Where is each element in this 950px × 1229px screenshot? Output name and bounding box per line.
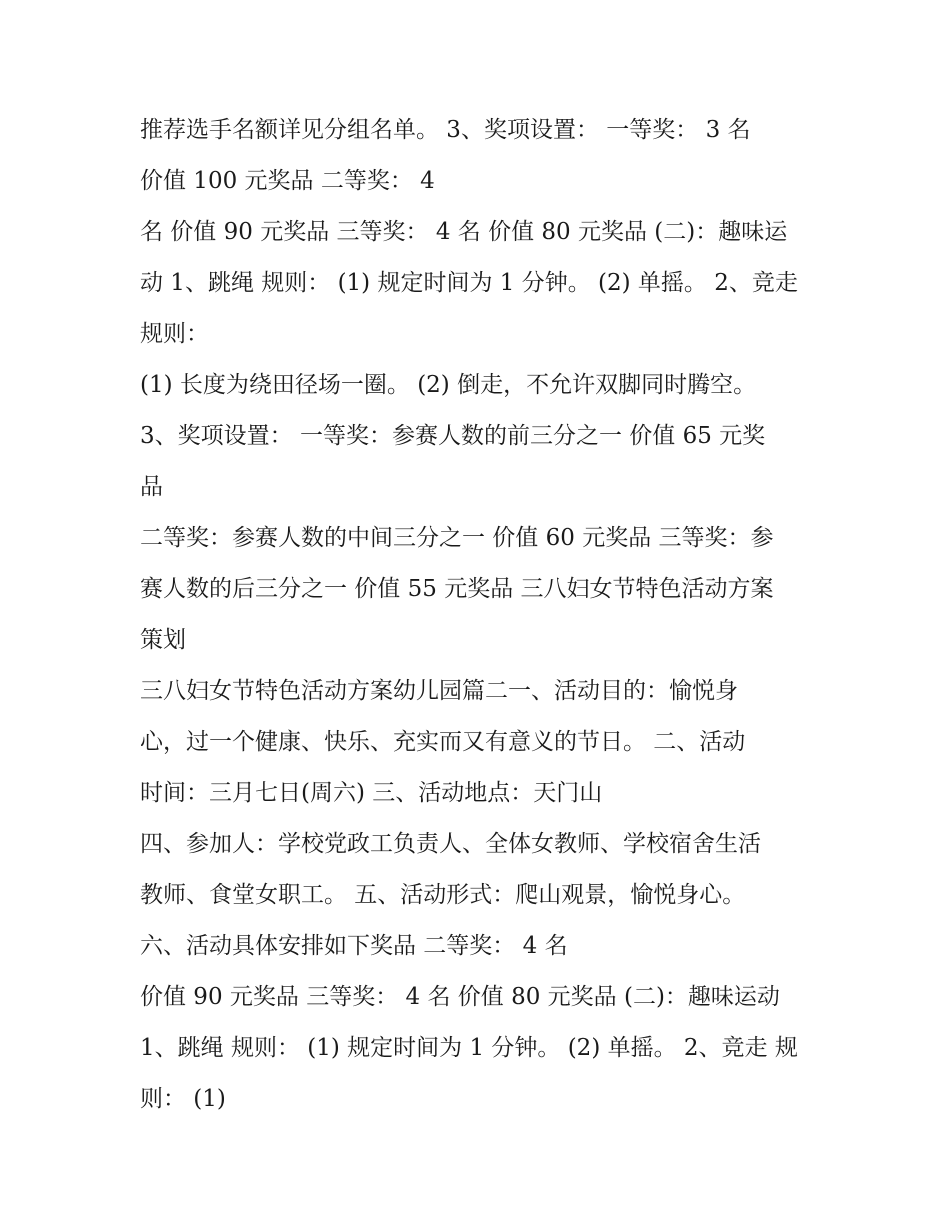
text-line: 推荐选手名额详见分组名单。 3、奖项设置： 一等奖： 3 名 [140,117,751,143]
text-line: 六、活动具体安排如下奖品 二等奖： 4 名 [140,933,568,959]
text-line: 策划 [140,627,186,653]
text-line: (1) 长度为绕田径场一圈。 (2) 倒走，不允许双脚同时腾空。 [140,372,757,398]
text-line: 则： (1) [140,1086,226,1112]
text-line: 3、奖项设置： 一等奖：参赛人数的前三分之一 价值 65 元奖 [140,423,766,449]
text-line: 赛人数的后三分之一 价值 55 元奖品 三八妇女节特色活动方案 [140,576,774,602]
text-line: 名 价值 90 元奖品 三等奖： 4 名 价值 80 元奖品 (二)：趣味运 [140,219,788,245]
text-line: 品 [140,474,163,500]
text-line: 心，过一个健康、快乐、充实而又有意义的节日。 二、活动 [140,729,746,755]
text-line: 动 1、跳绳 规则： (1) 规定时间为 1 分钟。 (2) 单摇。 2、竞走 [140,270,798,296]
text-line: 四、参加人：学校党政工负责人、全体女教师、学校宿舍生活 [140,831,761,857]
text-line: 价值 90 元奖品 三等奖： 4 名 价值 80 元奖品 (二)：趣味运动 [140,984,780,1010]
document-body [140,105,820,1125]
text-line: 二等奖：参赛人数的中间三分之一 价值 60 元奖品 三等奖：参 [140,525,774,551]
text-line: 三八妇女节特色活动方案幼儿园篇二一、活动目的：愉悦身 [140,678,738,704]
text-line: 教师、食堂女职工。 五、活动形式：爬山观景，愉悦身心。 [140,882,746,908]
text-line: 规则： [140,321,209,347]
text-line: 1、跳绳 规则： (1) 规定时间为 1 分钟。 (2) 单摇。 2、竞走 规 [140,1035,798,1061]
text-line: 时间：三月七日(周六) 三、活动地点：天门山 [140,780,603,806]
text-line: 价值 100 元奖品 二等奖： 4 [140,168,435,194]
